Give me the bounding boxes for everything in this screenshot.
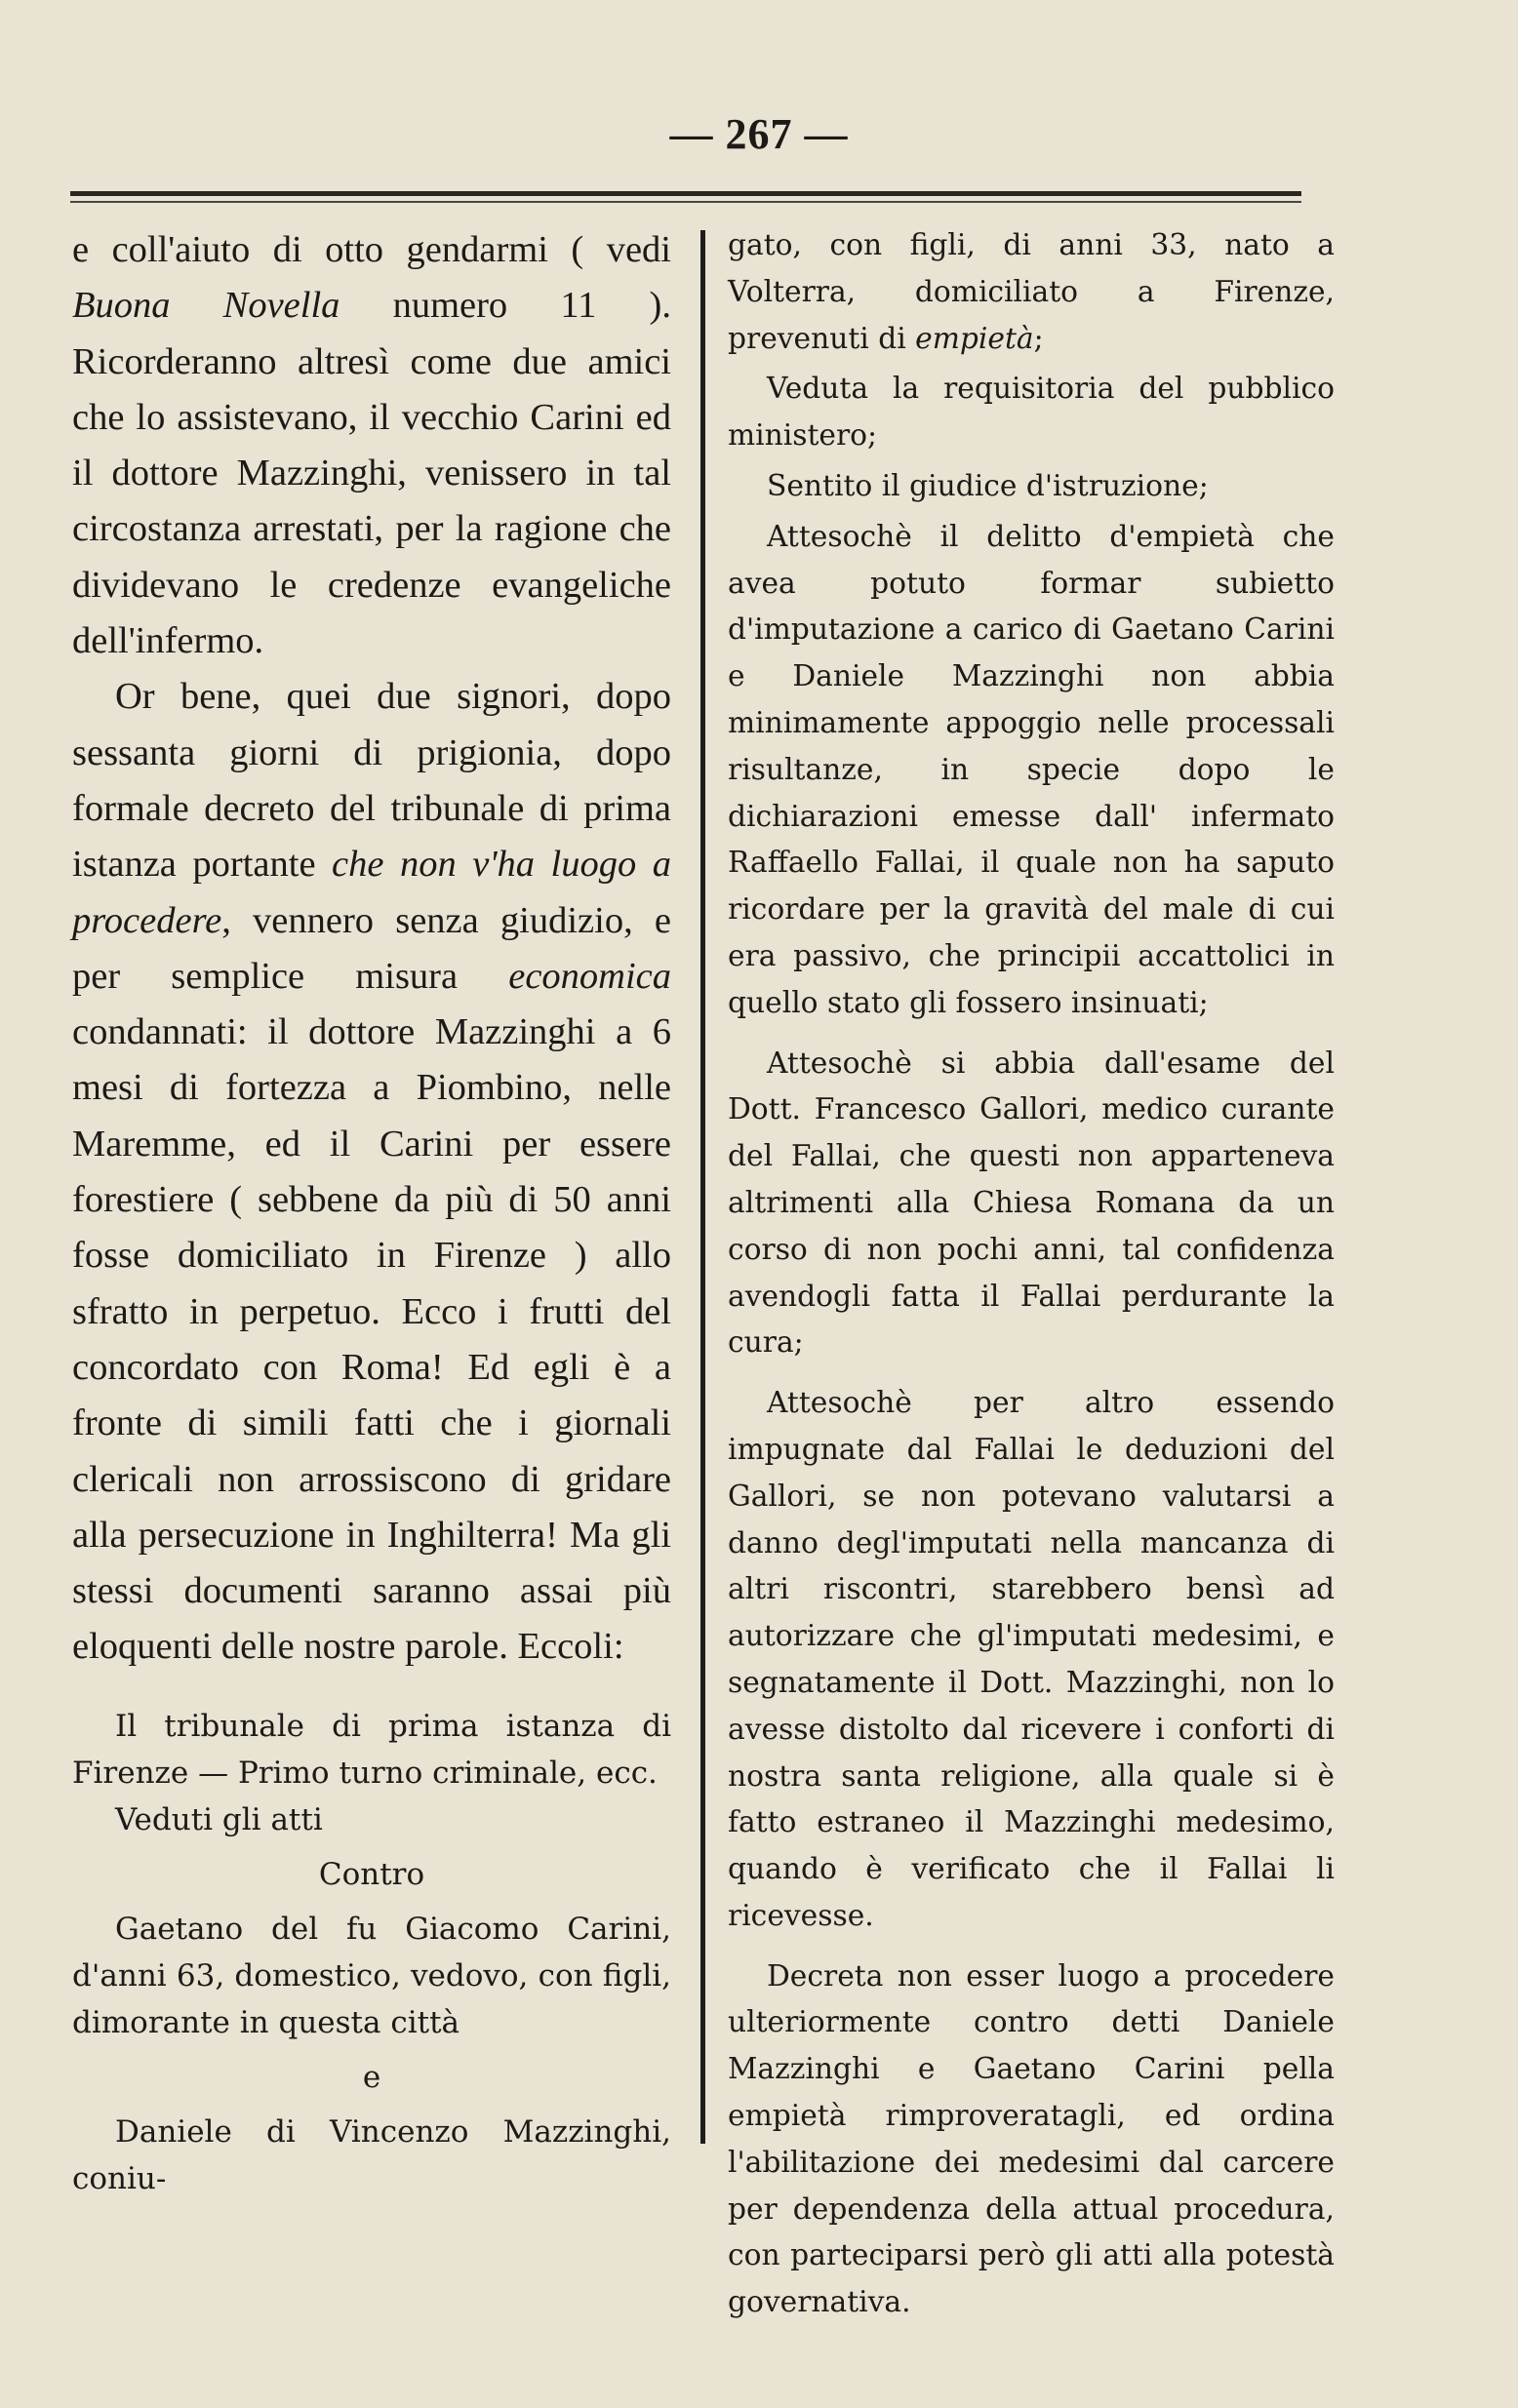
column-divider xyxy=(700,230,705,2144)
italic-run: empietà xyxy=(915,321,1034,356)
text-run: ; xyxy=(1033,321,1044,356)
text-run: numero 11 ). Ricorderanno altresì come due amici che lo assistevano, il vecchio Carini ed il dottore Mazzinghi, venissero in tal circostanza arrestati, per la ragione che dividevano le credenze evangeliche dell'infermo. xyxy=(72,285,671,662)
italic-run: economica xyxy=(508,955,671,997)
paragraph-or-bene xyxy=(72,669,671,1675)
decree-attesoche-2: Attesochè si abbia dall'esame del Dott. Francesco Gallori, medico curante del Fallai, che questi non apparteneva altrimenti alla Chiesa Romana da un corso di non pochi anni, tal confidenza avendogli fatta il Fallai perdurante la cura; xyxy=(728,1046,1335,1361)
italic-run: che non v'ha luogo a procedere xyxy=(72,844,672,941)
page-number: — 267 — xyxy=(669,110,849,158)
paragraph-continuation xyxy=(72,222,671,669)
header-rule-thick xyxy=(70,191,1301,196)
text-run: condannati: il dottore Mazzinghi a 6 mesi di fortezza a Piombino, nelle Maremme, ed il Carini per essere forestiere ( sebbene da più di 50 anni fosse domiciliato in Firenze ) allo sfratto in perpetuo. Ecco i frutti del concordato con Roma! Ed egli è a fronte di simili fatti che i giornali clericali non arrossiscono di gridare alla persecuzione in Inghilterra! Ma gli stessi documenti saranno assai più eloquenti delle nostre parole. Eccoli: xyxy=(72,1011,671,1668)
decree-and: e xyxy=(362,2059,381,2095)
text-run: e coll'aiuto di otto gendarmi ( vedi xyxy=(72,229,671,270)
decree-document-start xyxy=(72,1703,671,2202)
italic-run: Buona Novella xyxy=(72,285,340,327)
decree-defendant-carini: Gaetano del fu Giacomo Carini, d'anni 63, domestico, vedovo, con figli, dimorante in questa città xyxy=(72,1911,671,2040)
text-run: Or bene, quei due signori, dopo sessanta giorni di prigionia, dopo formale decreto del tribunale di prima istanza portante xyxy=(72,676,671,886)
decree-requisitoria: Veduta la requisitoria del pubblico ministero; xyxy=(728,372,1335,454)
text-run: , vennero senza giudizio, e per semplice misura xyxy=(72,899,671,997)
decree-attesoche-3: Attesochè per altro essendo impugnate dal Fallai le deduzioni del Gallori, se non potevano valutarsi a danno degl'imputati nella mancanza di altri riscontri, starebbero bensì ad autorizzare che gl'imputati medesimi, e segnatamente il Dott. Mazzinghi, non lo avesse distolto dal ricevere i conforti di nostra santa religione, alla quale si è fatto estraneo il Mazzinghi medesimo, quando è verificato che il Fallai li ricevesse. xyxy=(728,1386,1335,1933)
text-run: gato, con figli, di anni 33, nato a Volterra, domiciliato a Firenze, prevenuti di xyxy=(728,228,1335,356)
left-body-text xyxy=(72,222,671,1676)
decree-seen-acts: Veduti gli atti xyxy=(115,1801,323,1837)
right-column xyxy=(728,222,1335,2330)
left-column xyxy=(72,222,671,2202)
decree-contro: Contro xyxy=(318,1856,425,1892)
header-rule-thin xyxy=(70,201,1301,203)
decree-heading: Il tribunale di prima istanza di Firenze — Primo turno criminale, ecc. xyxy=(72,1708,671,1791)
decree-continuation xyxy=(728,222,1335,362)
decree-attesoche-1: Attesochè il delitto d'empietà che avea potuto formar subietto d'imputazione a carico di Gaetano Carini e Daniele Mazzinghi non abbia minimamente appoggio nelle processali risultanze, in specie dopo le dichiarazioni emesse dall' infermato Raffaello Fallai, il quale non ha saputo ricordare per la gravità del male di cui era passivo, che principii accattolici in quello stato gli fossero insinuati; xyxy=(728,519,1335,1020)
decree-ruling: Decreta non esser luogo a procedere ulteriormente contro detti Daniele Mazzinghi e Gaetano Carini pella empietà rimproveratagli, ed ordina l'abilitazione dei medesimi dal carcere per dependenza della attual procedura, con parteciparsi però gli atti alla potestà governativa. xyxy=(728,1958,1335,2320)
decree-giudice: Sentito il giudice d'istruzione; xyxy=(767,468,1209,503)
decree-defendant-mazzinghi: Daniele di Vincenzo Mazzinghi, coniu- xyxy=(72,2113,671,2196)
